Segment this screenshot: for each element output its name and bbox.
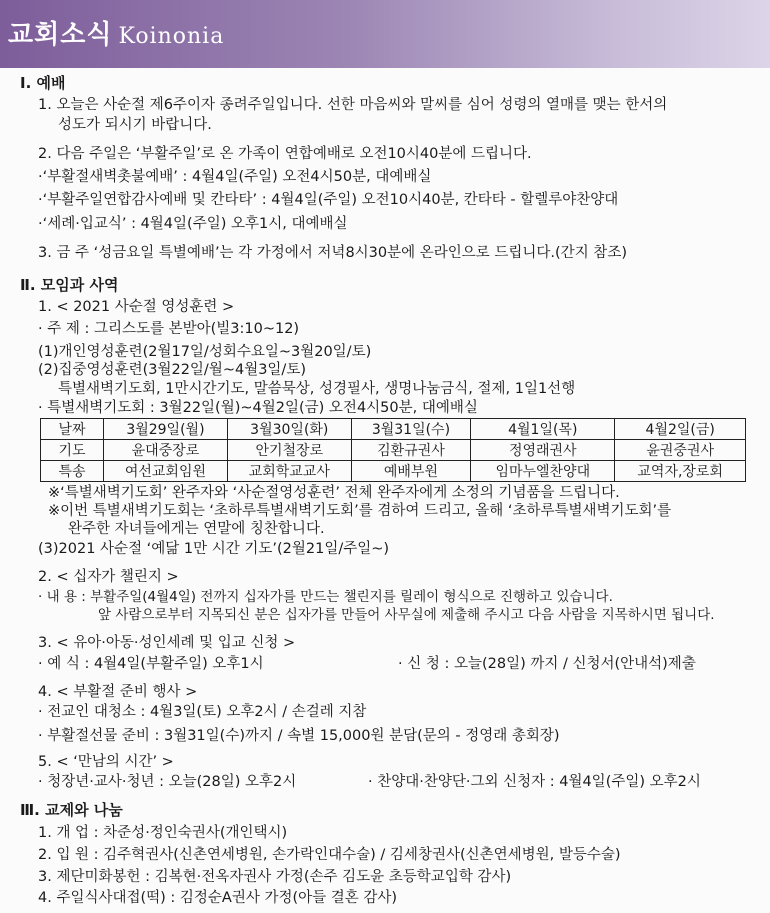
table-cell: 3월31일(수) [351,419,470,440]
worship-item-2b: ·‘부활주일연합감사예배 및 칸타타’ : 4월4일(주일) 오전10시40분, 칸타타 - 할렐루야찬양대 [38,192,619,208]
worship-item-2a: ·‘부활절새벽촛불예배’ : 4월4일(주일) 오전4시50분, 대예배실 [38,169,432,185]
ministry-item-1: 1. < 2021 사순절 영성훈련 > [38,299,235,315]
ministry-item-5a: · 청장년·교사·청년 : 오늘(28일) 오후2시 [38,774,297,790]
table-cell: 교역자,장로회 [615,461,746,482]
title-korean: 교회소식 [8,20,113,50]
section-worship-heading: Ⅰ. 예배 [20,74,66,92]
ministry-p3: (3)2021 사순절 ‘예닮 1만 시간 기도’(2월21일/주일~) [38,541,390,557]
note-1: ※‘특별새벽기도회’ 완주자와 ‘사순절영성훈련’ 전체 완주자에게 소정의 기념품을 드립니다. [48,485,620,501]
ministry-item-2: 2. < 십자가 챌린지 > [38,569,179,585]
title-english: Koinonia [118,24,225,49]
fellowship-item-4: 4. 주일식사대접(떡) : 김정순A권사 가정(아들 결혼 감사) [38,890,398,906]
table-cell: 예배부원 [351,461,470,482]
table-cell: 기도 [41,440,104,461]
table-cell: 4월1일(목) [471,419,615,440]
ministry-item-2b: 앞 사람으로부터 지목되신 분은 십자가를 만들어 사무실에 제출해 주시고 다음 사람을 지목하시면 됩니다. [98,607,715,623]
ministry-item-3: 3. < 유아·아동·성인세례 및 입교 신청 > [38,635,296,651]
ministry-item-4: 4. < 부활절 준비 행사 > [38,684,198,700]
ministry-item-4a: · 전교인 대청소 : 4월3일(토) 오후2시 / 손걸레 지참 [38,704,367,720]
table-cell: 날짜 [41,419,104,440]
table-cell: 임마누엘찬양대 [471,461,615,482]
table-cell: 특송 [41,461,104,482]
table-cell: 김환규권사 [351,440,470,461]
ministry-item-5: 5. < ‘만남의 시간’ > [38,754,174,770]
worship-item-2c: ·‘세례·입교식’ : 4월4일(주일) 오후1시, 대예배실 [38,216,348,232]
table-cell: 안기철장로 [227,440,351,461]
ministry-item-3a: · 예 식 : 4월4일(부활주일) 오후1시 [38,656,264,672]
ministry-p1: (1)개인영성훈련(2월17일/성회수요일~3월20일/토) [38,344,372,360]
header-banner [0,0,770,68]
section-fellowship-heading: Ⅲ. 교제와 나눔 [20,801,123,819]
table-cell: 윤권중권사 [615,440,746,461]
fellowship-item-2: 2. 입 원 : 김주혁권사(신촌연세병원, 손가락인대수술) / 김세창권사(신촌연세병원, 발등수술) [38,847,621,863]
fellowship-item-3: 3. 제단미화봉헌 : 김복현·전옥자권사 가정(손주 김도윤 초등학교입학 감사) [38,869,512,885]
ministry-p2-dawn: · 특별새벽기도회 : 3월22일(월)~4월2일(금) 오전4시50분, 대예배실 [38,400,478,416]
worship-item-1: 1. 오늘은 사순절 제6주이자 종려주일입니다. 선한 마음씨와 말씨를 심어 성령의 열매를 맺는 한서의 [38,97,668,113]
worship-item-2: 2. 다음 주일은 ‘부활주일’로 온 가족이 연합예배로 오전10시40분에 드립니다. [38,146,532,162]
table-cell: 3월29일(월) [104,419,228,440]
ministry-theme: · 주 제 : 그리스도를 본받아(빌3:10~12) [38,321,300,337]
ministry-item-5b: · 찬양대·찬양단·그외 신청자 : 4월4일(주일) 오후2시 [368,774,701,790]
note-2: ※이번 특별새벽기도회는 ‘초하루특별새벽기도회’를 겸하여 드리고, 올해 ‘초하루특별새벽기도회’를 [48,503,672,519]
table-cell: 4월2일(금) [615,419,746,440]
dawn-prayer-schedule-table [40,418,746,482]
table-cell: 정영래권사 [471,440,615,461]
worship-item-3: 3. 금 주 ‘성금요일 특별예배’는 각 가정에서 저녁8시30분에 온라인으로 드립니다.(간지 참조) [38,245,627,261]
table-row [41,419,746,440]
section-ministry-heading: Ⅱ. 모임과 사역 [20,276,119,294]
ministry-item-4b: · 부활절선물 준비 : 3월31일(수)까지 / 속별 15,000원 분담(문의 - 정영래 총회장) [38,728,560,744]
table-cell: 교회학교교사 [227,461,351,482]
ministry-p2-list: 특별새벽기도회, 1만시간기도, 말씀묵상, 성경필사, 생명나눔금식, 절제, 1일1선행 [58,381,576,397]
ministry-item-3b: · 신 청 : 오늘(28일) 까지 / 신청서(안내석)제출 [398,656,696,672]
table-row [41,461,746,482]
fellowship-item-1: 1. 개 업 : 차준성·정인숙권사(개인택시) [38,825,288,841]
page-title [8,14,224,51]
ministry-item-2a: · 내 용 : 부활주일(4월4일) 전까지 십자가를 만드는 챌린지를 릴레이 형식으로 진행하고 있습니다. [38,589,613,605]
table-row [41,440,746,461]
ministry-p2: (2)집중영성훈련(3월22일/월~4월3일/토) [38,362,306,378]
table-cell: 3월30일(화) [227,419,351,440]
table-cell: 여선교회임원 [104,461,228,482]
table-cell: 윤대중장로 [104,440,228,461]
worship-item-1-cont: 성도가 되시기 바랍니다. [58,117,212,133]
note-2-cont: 완주한 자녀들에게는 연말에 칭찬합니다. [68,521,325,537]
